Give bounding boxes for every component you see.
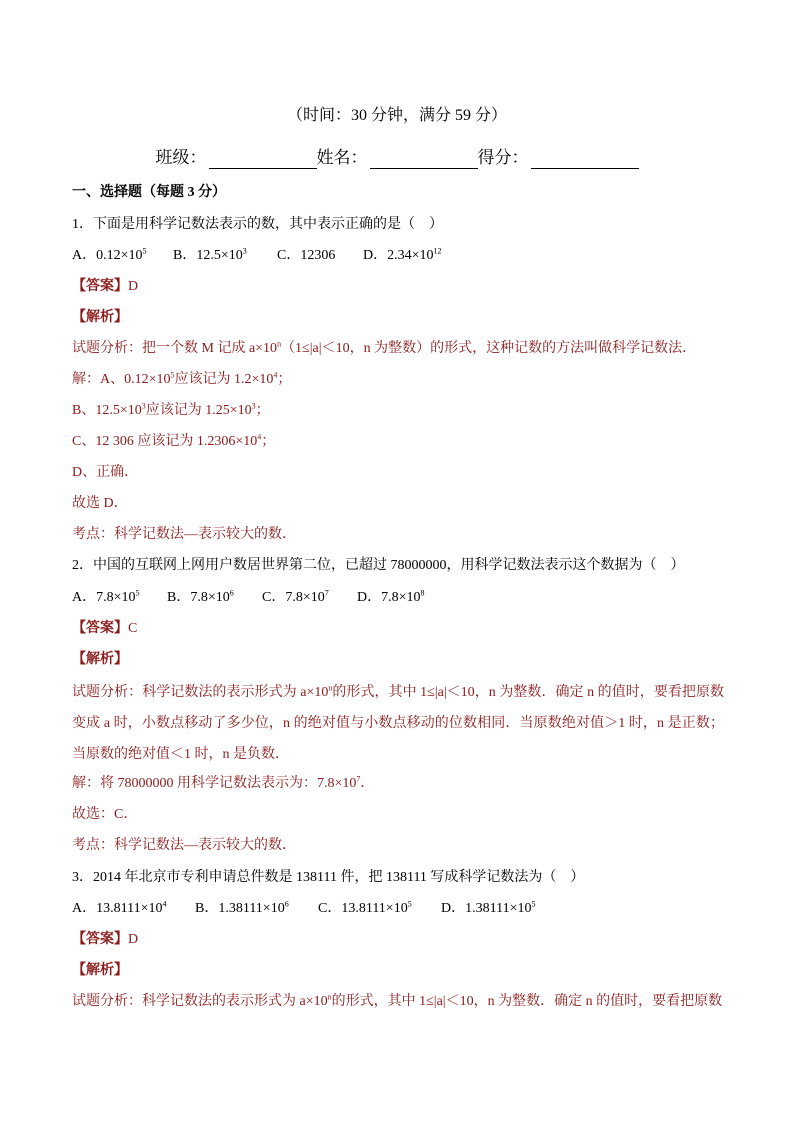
class-label: 班级： — [155, 148, 207, 167]
score-blank[interactable] — [531, 150, 639, 169]
q1-analysis-line-5: D、正确． — [72, 465, 139, 480]
q1-analysis-line-1: 试题分析：把一个数 M 记成 $a\times 10^n(1\le|a|<10$，n 为整数）的形式，这种记数的方法叫做科学记数法． — [72, 339, 697, 356]
q1-option-a: A．$0.12\times 10^5$ — [72, 246, 147, 263]
q3-options — [72, 900, 535, 918]
q2-analysis-label: 【解析】 — [72, 652, 128, 667]
answer-value: D — [128, 932, 139, 947]
q2-choice-line: 故选：C． — [72, 807, 138, 822]
q2-answer — [72, 620, 137, 638]
class-blank[interactable] — [209, 150, 317, 169]
q2-option-d: D．$7.8\times 10^8$ — [357, 588, 425, 605]
q3-answer — [72, 931, 138, 949]
q1-analysis-line-3: B、$12.5\times 10^3$应该记为 $1.25\times 10^3$； — [72, 401, 270, 418]
q1-option-c: C．12306 — [277, 248, 336, 263]
q2-analysis-paragraph: 试题分析：科学记数法的表示形式为 $a\times 10^n$的形式，其中 1≤|a|＜10，n 为整数．确定 n 的值时，要看把原数变成 a 时，小数点移动了多少位，n 的绝对值与小数点移动的位数相同．当原数绝对值＞1 时，n 是正数；当原数的绝对值＜1 时，n 是负数． — [72, 683, 724, 762]
score-label: 得分： — [477, 148, 529, 167]
q1-analysis-label: 【解析】 — [72, 310, 128, 325]
answer-value: D — [128, 279, 139, 294]
q1-answer — [72, 278, 138, 296]
section-title: 一、选择题（每题 3 分） — [72, 185, 226, 200]
q1-options — [72, 247, 442, 265]
q3-analysis-line-1: 试题分析：科学记数法的表示形式为 $a\times 10^n$的形式，其中 1≤|a|＜10，n 为整数．确定 n 的值时，要看把原数 — [72, 992, 723, 1009]
q3-option-d: D．$1.38111\times 10^5$ — [441, 899, 536, 916]
q1-analysis-line-4: C、12 306 应该记为 $1.2306\times 10^4$； — [72, 432, 276, 449]
q1-stem: 1．下面是用科学记数法表示的数，其中表示正确的是（ ） — [72, 217, 443, 232]
q2-option-a: A．$7.8\times 10^5$ — [72, 588, 140, 605]
q2-options — [72, 589, 425, 607]
q1-option-d: D．$2.34\times 10^{12}$ — [363, 246, 442, 263]
q3-stem: 3．2014 年北京市专利申请总件数是 138111 件，把 138111 写成科学记数法为（ ） — [72, 870, 585, 885]
q1-topic-line: 考点：科学记数法—表示较大的数． — [72, 527, 296, 542]
q2-topic-line: 考点：科学记数法—表示较大的数． — [72, 838, 296, 853]
q3-option-b: B．$1.38111\times 10^6$ — [195, 899, 289, 916]
q3-option-a: A．$13.8111\times 10^4$ — [72, 899, 167, 916]
q1-analysis-line-2: 解：A、$0.12\times 10^5$应该记为 $1.2\times 10^4$； — [72, 370, 292, 387]
name-label: 姓名： — [316, 148, 368, 167]
answer-value: C — [128, 621, 138, 636]
student-info-line — [0, 147, 794, 169]
q3-analysis-label: 【解析】 — [72, 963, 128, 978]
answer-label: 【答案】 — [72, 279, 128, 294]
q2-option-c: C．$7.8\times 10^7$ — [262, 588, 329, 605]
q2-solution-line: 解：将 78000000 用科学记数法表示为：$7.8\times 10^7$． — [72, 774, 375, 791]
q2-option-b: B．$7.8\times 10^6$ — [167, 588, 234, 605]
q3-option-c: C．$13.8111\times 10^5$ — [318, 899, 412, 916]
name-blank[interactable] — [370, 150, 478, 169]
answer-label: 【答案】 — [72, 932, 128, 947]
q1-option-b: B．$12.5\times 10^3$ — [173, 246, 247, 263]
answer-label: 【答案】 — [72, 621, 128, 636]
time-limit-line: （时间：30 分钟，满分 59 分） — [286, 107, 507, 124]
q1-choice-line: 故选 D． — [72, 496, 128, 511]
q2-stem: 2．中国的互联网上网用户数居世界第二位，已超过 78000000，用科学记数法表示这个数据为（ ） — [72, 558, 685, 573]
